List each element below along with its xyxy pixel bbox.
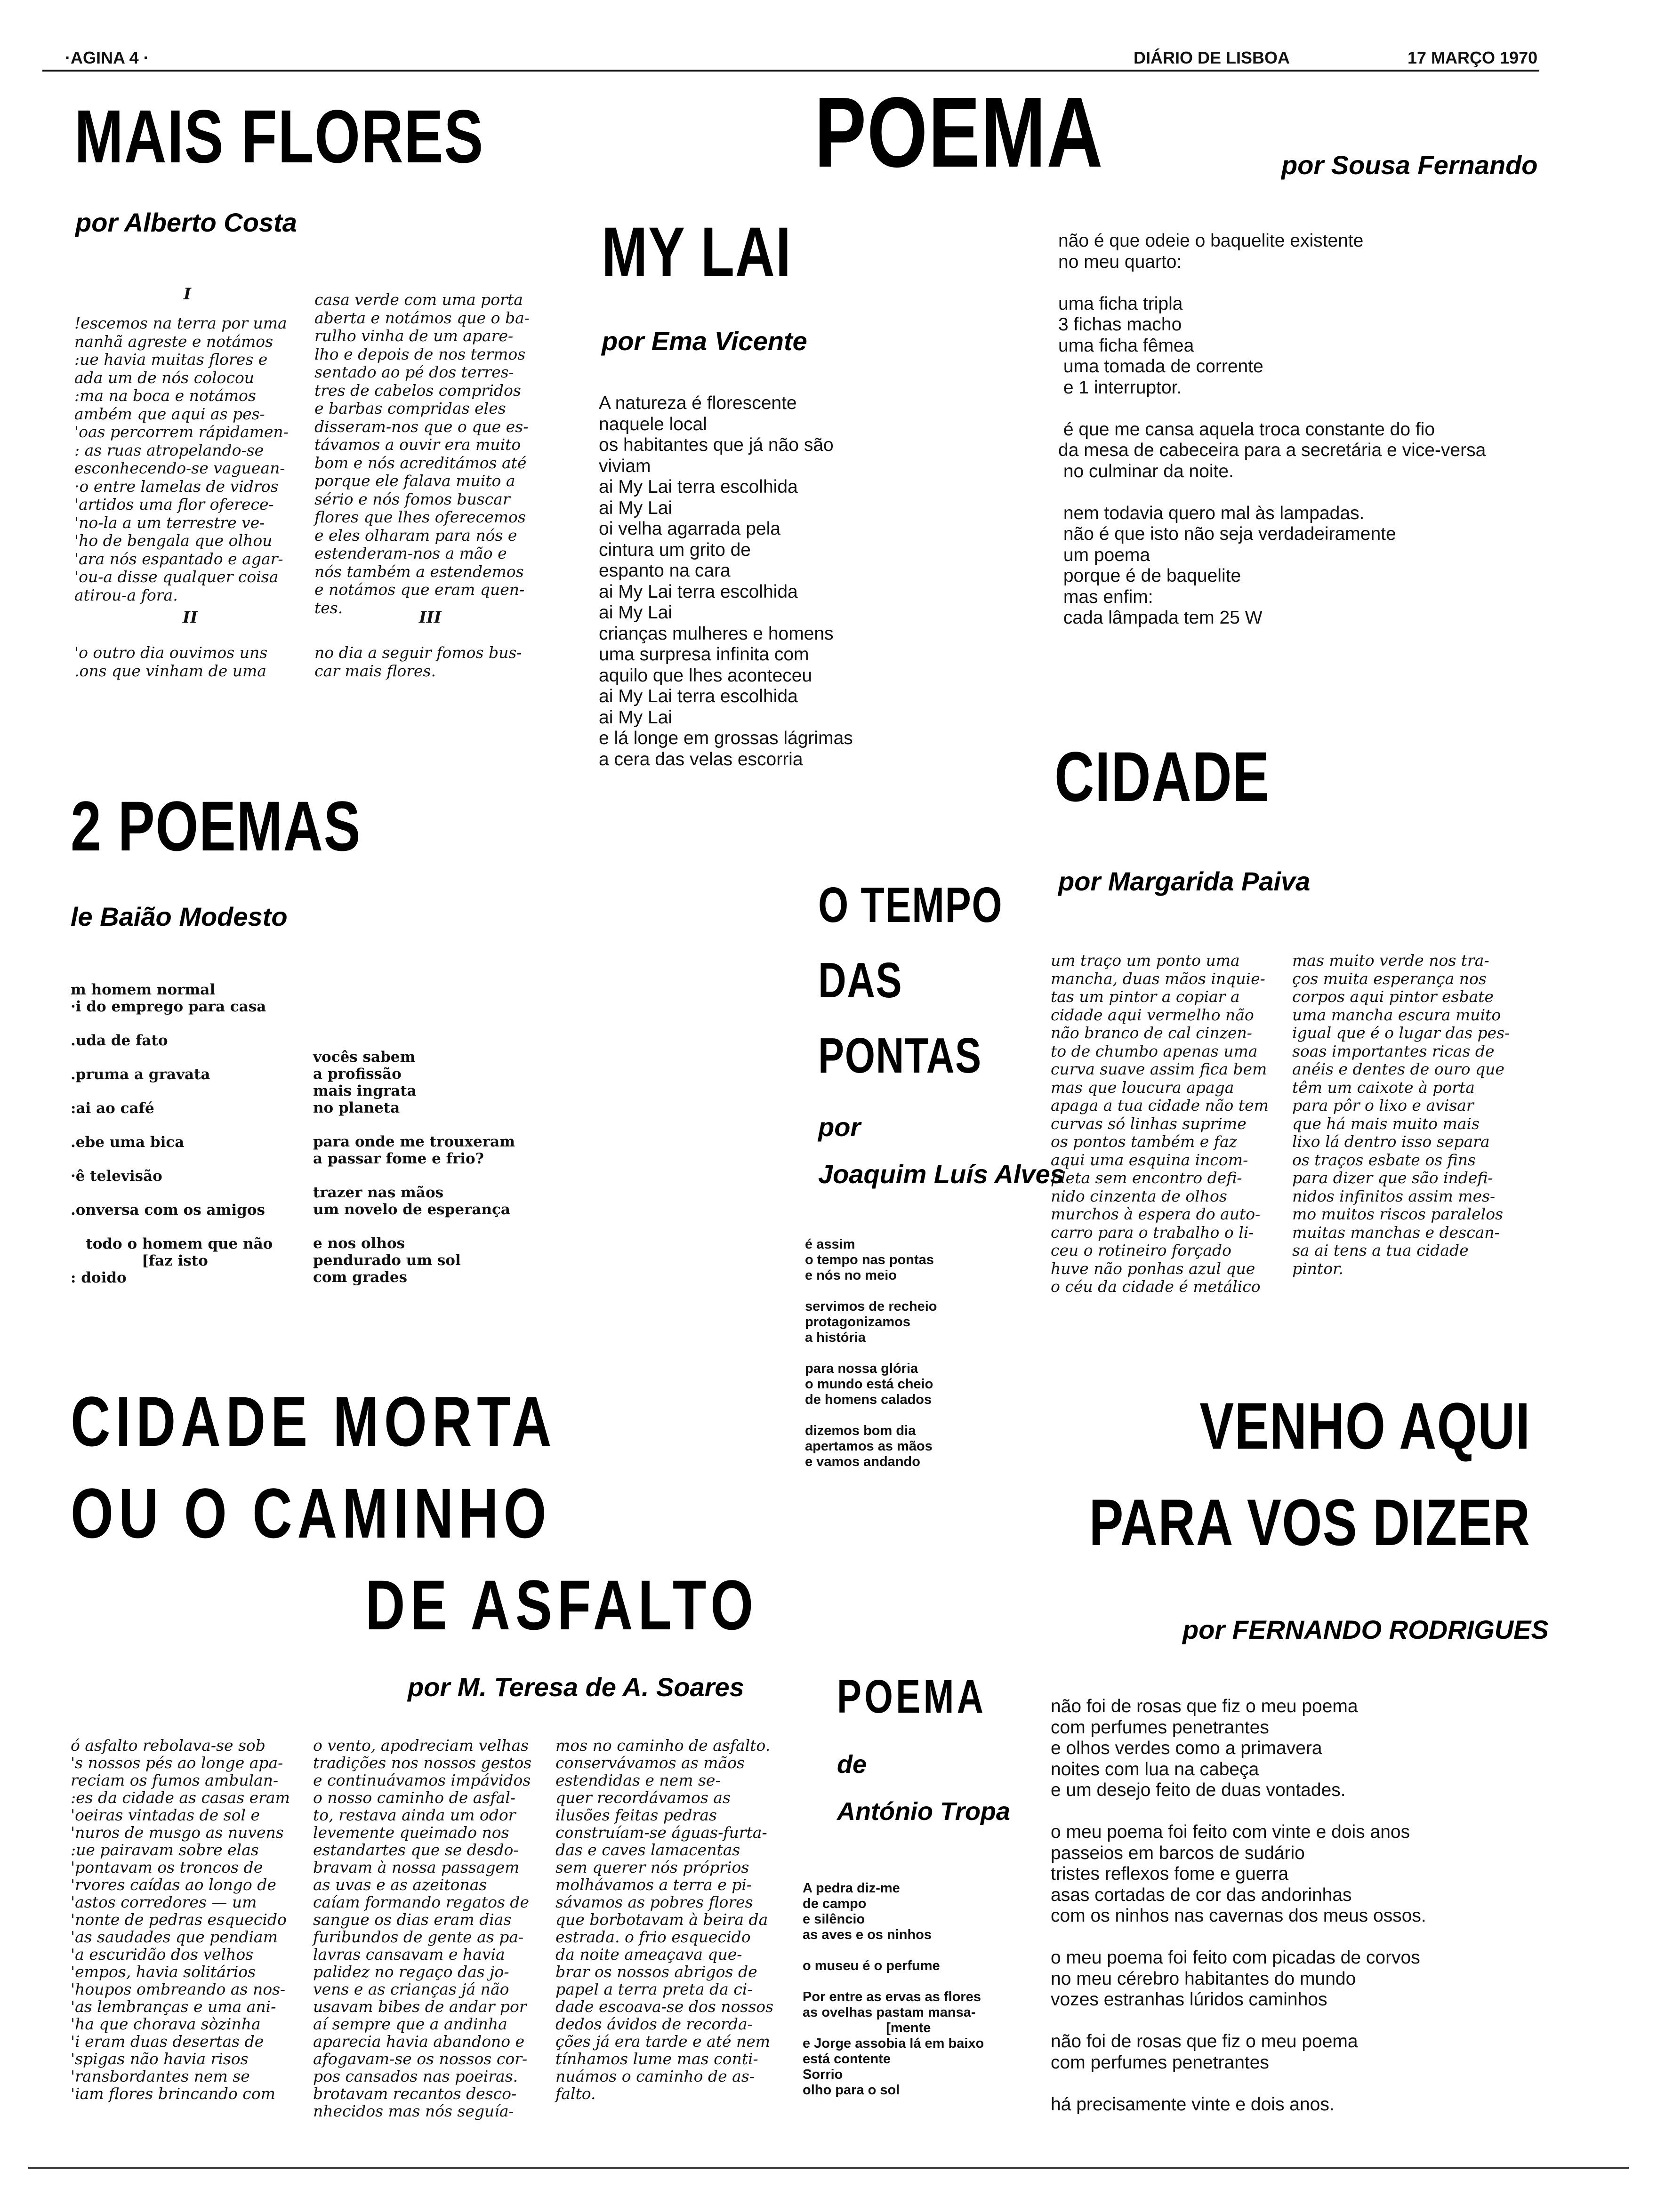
section-numeral-2: II xyxy=(183,608,198,627)
venho-aqui-text: não foi de rosas que fiz o meu poema com perfumes penetrantes e olhos verdes como a primavera noites com lua na cabeça e um desejo feito de duas vontades. o meu poema foi feito com vinte e dois anos passeios em barcos de sudário tristes reflexos fome e guerra asas cortadas de cor das andorinhas com os ninhos nas cavernas dos meus ossos. o meu poema foi feito com picadas de corvos no meu cérebro habitantes do mundo vozes estranhas lúridos caminhos não foi de rosas que fiz o meu poema com perfumes penetrantes há precisamente vinte e dois anos. xyxy=(1051,1696,1426,2115)
tempo-pontas-title-2: DAS xyxy=(818,953,903,1008)
header-rule xyxy=(42,70,1539,72)
tempo-pontas-text: é assim o tempo nas pontas e nós no meio servimos de recheio protagonizamos a história para nossa glória o mundo está cheio de homens calados dizemos bom dia apertamos as mãos e vamos andando xyxy=(805,1237,937,1469)
mais-flores-column-1: !escemos na terra por uma nanhã agreste e notámos :ue havia muitas flores e ada um de nós colocou :ma na boca e notámos ambém que aqui as pes- 'oas percorrem rápidamen- : as ruas atropelando-se esconhecendo-se vaguean- ·o entre lamelas de vidros 'artidos uma flor oferece- 'no-la a um terrestre ve- 'ho de bengala que olhou 'ara nós espantado e agar- 'ou-a disse qualquer coisa atirou-a fora. xyxy=(74,314,289,604)
my-lai-text: A natureza é florescente naquele local os habitantes que já não são viviam ai My Lai terra escolhida ai My Lai oi velha agarrada pela cintura um grito de espanto na cara ai My Lai terra escolhida ai My Lai crianças mulheres e homens uma surpresa infinita com aquilo que lhes aconteceu ai My Lai terra escolhida ai My Lai e lá longe em grossas lágrimas a cera das velas escorria xyxy=(599,393,853,769)
footer-rule xyxy=(28,2167,1629,2169)
poema-tropa-title: POEMA xyxy=(837,1670,987,1723)
issue-date: 17 MARÇO 1970 xyxy=(1408,48,1538,67)
cidade-morta-column-2: o vento, apodreciam velhas tradições nos nossos gestos e continuávamos impávidos o nosso caminho de asfal- to, restava ainda um odor levemente queimado nos estandartes que se desdo- bravam à nossa passagem as uvas e as azeitonas caíam formando regatos de sangue os dias eram dias furibundos de gente as pa- lavras cansavam e havia palidez no regaço das jo- vens e as crianças já não usavam bibes de andar por aí sempre que a andinha aparecia havia abandono e afogavam-se os nossos cor- pos cansados nas poeiras. brotavam recantos desco- nhecidos mas nós seguía- xyxy=(313,1736,532,2120)
cidade-byline: por Margarida Paiva xyxy=(1058,866,1311,896)
tempo-pontas-byline-2: Joaquim Luís Alves xyxy=(818,1159,1065,1189)
poema-text: não é que odeie o baquelite existente no meu quarto: uma ficha tripla 3 fichas macho uma ficha fêmea uma tomada de corrente e 1 interruptor. é que me cansa aquela troca constante do fio da mesa de cabeceira para a secretária e vice-versa no culminar da noite. nem todavia quero mal às lampadas. não é que isto não seja verdadeiramente um poema porque é de baquelite mas enfim: cada lâmpada tem 25 W xyxy=(1058,231,1486,628)
poema-byline: por Sousa Fernando xyxy=(1281,150,1538,180)
venho-aqui-title-1: VENHO AQUI xyxy=(1199,1389,1531,1463)
my-lai-byline: por Ema Vicente xyxy=(602,326,807,356)
cidade-morta-column-1: ó asfalto rebolava-se sob 's nossos pés ao longe apa- reciam os fumos ambulan- :es da cidade as casas eram 'oeiras vintadas de sol e 'nuros de musgo as nuvens :ue pairavam sobre elas 'pontavam os troncos de 'rvores caídas ao longo de 'astos corredores — um 'nonte de pedras esquecido 'as saudades que pendiam 'a escuridão dos velhos 'empos, havia solitários 'houpos ombreando as nos- 'as lembranças e uma ani- 'ha que chorava sòzinha 'i eram duas desertas de 'spigas não havia risos 'ransbordantes nem se 'iam flores brincando com xyxy=(71,1736,290,2103)
my-lai-title: MY LAI xyxy=(602,212,792,291)
dois-poemas-title: 2 POEMAS xyxy=(71,786,362,866)
mais-flores-byline: por Alberto Costa xyxy=(75,208,297,237)
cidade-column-2: mas muito verde nos tra- ços muita esperança nos corpos aqui pintor esbate uma mancha escura muito igual que é o lugar das pes- soas importantes ricas de anéis e dentes de ouro que têm um caixote à porta para pôr o lixo e avisar que há mais muito mais lixo lá dentro isso separa os traços esbate os fins para dizer que são indefi- nidos infinitos assim mes- mo muitos riscos paralelos muitas manchas e descan- sa ai tens a tua cidade pintor. xyxy=(1292,951,1510,1278)
venho-aqui-byline: por FERNANDO RODRIGUES xyxy=(1182,1615,1549,1644)
tempo-pontas-title-3: PONTAS xyxy=(818,1028,982,1083)
tempo-pontas-title-1: O TEMPO xyxy=(818,877,1003,933)
dois-poemas-column-1: m homem normal ·i do emprego para casa .uda de fato .pruma a gravata :ai ao café .ebe uma bica ·ê televisão .onversa com os amigos todo o homem que não [faz isto : doido xyxy=(71,981,273,1286)
cidade-morta-byline: por M. Teresa de A. Soares xyxy=(408,1672,744,1702)
poema-tropa-text: A pedra diz-me de campo e silêncio as aves e os ninhos o museu é o perfume Por entre as ervas as flores as ovelhas pastam mansa- [mente e Jorge assobia lá em baixo está contente Sorrio olho para o sol xyxy=(803,1881,984,2098)
poema-tropa-byline-2: António Tropa xyxy=(837,1797,1010,1826)
dois-poemas-byline: le Baião Modesto xyxy=(71,902,288,931)
cidade-morta-title-3: DE ASFALTO xyxy=(365,1565,759,1644)
dois-poemas-column-2: vocês sabem a profissão mais ingrata no planeta para onde me trouxeram a passar fome e frio? trazer nas mãos um novelo de esperança e nos olhos pendurado um sol com grades xyxy=(313,1049,515,1286)
page-number: ·AGINA 4 · xyxy=(65,48,149,67)
section-numeral-1: I xyxy=(184,285,191,304)
cidade-title: CIDADE xyxy=(1054,737,1270,816)
poema-tropa-byline-1: de xyxy=(837,1750,867,1779)
tempo-pontas-byline-1: por xyxy=(818,1112,861,1142)
newspaper-name: DIÁRIO DE LISBOA xyxy=(1134,48,1290,67)
cidade-column-1: um traço um ponto uma mancha, duas mãos inquie- tas um pintor a copiar a cidade aqui vermelho não não branco de cal cinzen- to de chumbo apenas uma curva suave assim fica bem mas que loucura apaga apaga a tua cidade não tem curvas só linhas suprime os pontos também e faz aqui uma esquina incom- pleta sem encontro defi- nido cinzenta de olhos murchos à espera do auto- carro para o trabalho o li- ceu o rotineiro forçado huve não ponhas azul que o céu da cidade é metálico xyxy=(1051,951,1269,1296)
cidade-morta-title-1: CIDADE MORTA xyxy=(71,1382,557,1461)
poema-title: POEMA xyxy=(814,76,1104,188)
cidade-morta-title-2: OU O CAMINHO xyxy=(71,1474,552,1553)
cidade-morta-column-3: mos no caminho de asfalto. conservávamos as mãos estendidas e nem se- quer recordávamos as ilusões feitas pedras construíam-se águas-furta- das e caves lamacentas sem querer nós próprios molhávamos a terra e pi- sávamos as pobres flores que borbotavam à beira da estrada. o frio esquecido da noite ameaçava que- brar os nossos abrigos de papel a terra preta da ci- dade escoava-se dos nossos dedos ávidos de recorda- ções já era tarde e até nem tínhamos lume mas conti- nuámos o caminho de as- falto. xyxy=(555,1736,774,2103)
section-numeral-3: III xyxy=(419,608,442,627)
venho-aqui-title-2: PARA VOS DIZER xyxy=(1089,1485,1531,1559)
mais-flores-column-1b: 'o outro dia ouvimos uns .ons que vinham de uma xyxy=(74,643,268,680)
mais-flores-column-2: casa verde com uma porta aberta e notámos que o ba- rulho vinha de um apare- lho e depois de nos termos sentado ao pé dos terres- tres de cabelos compridos e barbas compridas eles disseram-nos que o que es- távamos a ouvir era muito bom e nós acreditámos até porque ele falava muito a sério e nós fomos buscar flores que lhes oferecemos e eles olharam para nós e estenderam-nos a mão e nós também a estendemos e notámos que eram quen- tes. xyxy=(314,290,530,617)
mais-flores-column-2b: no dia a seguir fomos bus- car mais flores. xyxy=(314,643,522,680)
mais-flores-title: MAIS FLORES xyxy=(74,94,484,178)
